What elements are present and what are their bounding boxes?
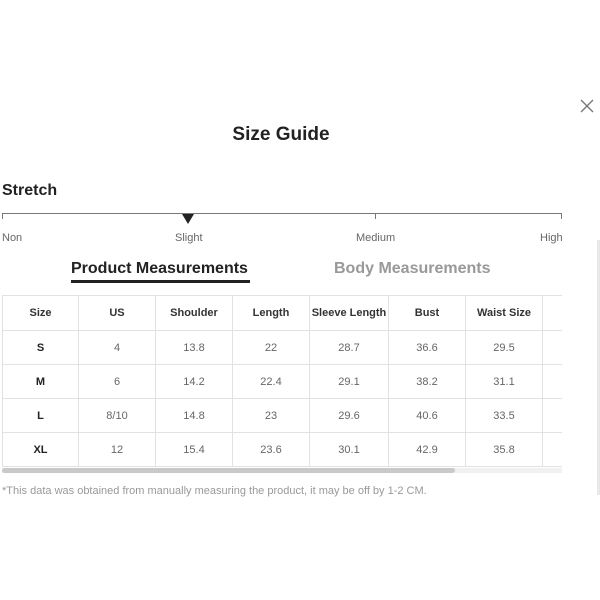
close-icon: [580, 99, 594, 113]
table-cell: 6: [79, 365, 156, 399]
table-cell: 38.2: [389, 365, 466, 399]
header-us: US: [79, 296, 156, 331]
table-cell: 40.6: [389, 399, 466, 433]
stretch-level-slight: Slight: [175, 232, 203, 244]
table-cell: 33.5: [466, 399, 543, 433]
table-cell-size: M: [3, 365, 79, 399]
table-cell: 12: [79, 433, 156, 467]
table-cell: 29.1: [310, 365, 389, 399]
table-row: [3, 433, 563, 467]
table-cell: 36.6: [389, 331, 466, 365]
stretch-marker-icon: [182, 214, 194, 224]
stretch-label: Stretch: [2, 182, 58, 199]
header-bust: Bust: [389, 296, 466, 331]
header-waist-size: Waist Size: [466, 296, 543, 331]
table-scrollbar-thumb[interactable]: [2, 468, 455, 473]
table-row: [3, 365, 563, 399]
table-cell: 23.6: [233, 433, 310, 467]
header-shoulder: Shoulder: [156, 296, 233, 331]
table-cell: 31.1: [466, 365, 543, 399]
tab-body-measurements[interactable]: Body Measurements: [334, 260, 491, 277]
stretch-level-medium: Medium: [356, 232, 396, 244]
table-cell: 15.4: [156, 433, 233, 467]
table-cell: 23: [233, 399, 310, 433]
stretch-tick-high: [561, 213, 562, 219]
stretch-tick-medium: [375, 213, 376, 219]
header-length: Length: [233, 296, 310, 331]
table-cell-size: L: [3, 399, 79, 433]
table-cell: 14.8: [156, 399, 233, 433]
size-table: [2, 295, 562, 467]
table-row: [3, 331, 563, 365]
tab-product-measurements[interactable]: Product Measurements: [71, 260, 248, 277]
table-cell: 29.5: [466, 331, 543, 365]
stretch-scale-line: [2, 213, 562, 214]
table-row: [3, 399, 563, 433]
table-cell: 35.8: [466, 433, 543, 467]
table-cell-overflow: [543, 433, 563, 467]
table-cell: 22: [233, 331, 310, 365]
stretch-level-non: Non: [2, 232, 23, 244]
header-size: Size: [3, 296, 79, 331]
close-button[interactable]: [580, 99, 600, 119]
table-cell: 8/10: [79, 399, 156, 433]
table-cell-overflow: [543, 331, 563, 365]
measurement-note: *This data was obtained from manually measuring the product, it may be off by 1-2 CM.: [2, 485, 427, 497]
table-cell: 29.6: [310, 399, 389, 433]
stretch-tick-non: [2, 213, 3, 219]
table-cell-overflow: [543, 365, 563, 399]
table-cell: 13.8: [156, 331, 233, 365]
table-cell-size: XL: [3, 433, 79, 467]
size-table-container[interactable]: [2, 295, 562, 467]
table-header-row: [3, 296, 563, 331]
table-cell: 4: [79, 331, 156, 365]
table-cell: 28.7: [310, 331, 389, 365]
modal-title: Size Guide: [232, 124, 330, 145]
table-cell: 22.4: [233, 365, 310, 399]
table-cell: 42.9: [389, 433, 466, 467]
header-sleeve-length: Sleeve Length: [310, 296, 389, 331]
table-cell: 14.2: [156, 365, 233, 399]
active-tab-underline: [71, 280, 250, 283]
table-cell: 30.1: [310, 433, 389, 467]
header-overflow-column: [543, 296, 563, 331]
stretch-level-high: High: [540, 232, 563, 244]
table-cell-size: S: [3, 331, 79, 365]
table-cell-overflow: [543, 399, 563, 433]
